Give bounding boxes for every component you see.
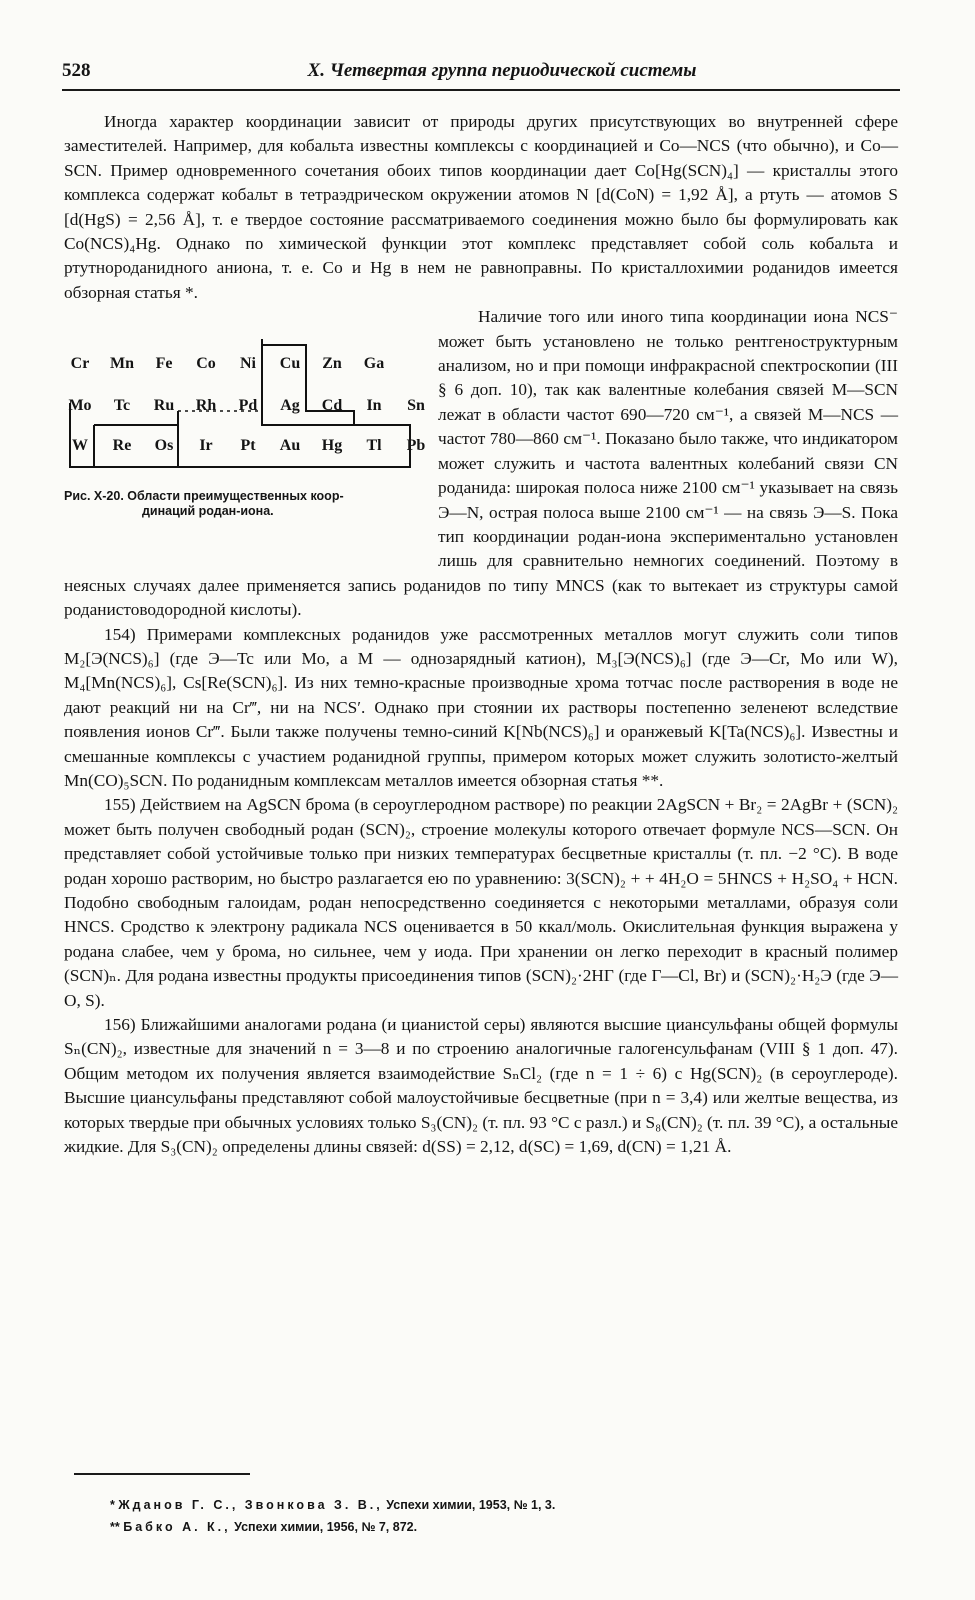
paragraph-156: 156) Ближайшими аналогами родана (и цианистой серы) являются высшие циансульфаны общей формулы Sₙ(CN)₂, известные для значений n = 3—8 и по строению аналогичные галогенсульфанам (VIII § 1 доп. 47). Общим методом их получения является взаимодействие SₙCl₂ (где n = 1 ÷ 6) с Hg(SCN)₂ (в сероуглероде). Высшие циансульфаны представляют собой малоустойчивые бесцветные (при n = 3,4) или желтые вещества, из которых твердые при обычных условиях только S₃(CN)₂ (т. пл. 93 °C с разл.) и S₈(CN)₂ (т. пл. 39 °C), а остальные жидкие. Для S₃(CN)₂ определены длины связей: d(SS) = 2,12, d(SC) = 1,69, d(CN) = 1,21 Å.: [64, 1015, 898, 1157]
element-mo: Mo: [68, 397, 92, 415]
element-sn: Sn: [407, 397, 425, 415]
element-au: Au: [279, 437, 301, 455]
figure-x20: [64, 313, 424, 565]
element-w: W: [72, 437, 88, 455]
footnote-1-source: Успехи химии, 1953, № 1, 3.: [386, 1498, 556, 1512]
caption-line-2: динаций родан-иона.: [142, 504, 274, 519]
page-body: [64, 110, 898, 1159]
element-ru: Ru: [153, 397, 175, 415]
caption-line-1: Рис. X-20. Области преимущественных коор-: [64, 489, 344, 504]
footnote-2: [110, 1516, 890, 1538]
page-header: [62, 60, 900, 86]
element-tc: Tc: [113, 397, 131, 415]
element-re: Re: [112, 437, 132, 455]
element-ni: Ni: [240, 355, 256, 373]
paragraph-155: 155) Действием на AgSCN брома (в сероуглеродном растворе) по реакции 2AgSCN + Br₂ = 2AgBr + (SCN)₂ может быть получен свободный родан (SCN)₂, строение молекулы которого отвечает формуле NCS—SCN. Он представляет собой устойчивые только при низких температурах бесцветные кристаллы (т. пл. −2 °C). В воде родан хорошо растворим, но быстро разлагается ею по уравнению: 3(SCN)₂ + + 4H₂O = 5HNCS + H₂SO₄ + HCN. Подобно свободным галоидам, родан непосредственно соединяется с некоторыми металлами, образуя соли HNCS. Сродство к электрону радикала NCS оценивается в 50 ккал/моль. Окислительная функция выражена у родана слабее, чем у брома, но сильнее, чем у иода. При хранении он легко переходит в красный полимер (SCN)ₙ. Для родана известны продукты присоединения типов (SCN)₂·2HГ (где Г—Cl, Br) и (SCN)₂·H₂Э (где Э—O, S).: [64, 795, 898, 1010]
footnote-2-mark: **: [110, 1520, 120, 1534]
element-os: Os: [154, 437, 174, 455]
element-mn: Mn: [110, 355, 134, 373]
element-ga: Ga: [363, 355, 385, 373]
element-pb: Pb: [406, 437, 426, 455]
footnotes: [110, 1494, 890, 1538]
paragraph-coordination-intro: Иногда характер координации зависит от природы других присутствующих во внутренней сфере заместителей. Например, для кобальта известны комплексы с координацией и Co—NCS (что обычно), и Co—SCN. Пример одновременного сочетания обоих типов координации дает Co[Hg(SCN)₄] — кристаллы этого комплекса содержат кобальт в тетраэдрическом окружении атомов N [d(CoN) = 1,92 Å], а ртуть — атомов S [d(HgS) = 2,56 Å], т. е твердое состояние рассматриваемого соединения можно было бы формулировать как Co(NCS)₄Hg. Однако по химической функции этот комплекс представляет собой соль кобальта и ртутнороданидного аниона, т. е. Co и Hg в нем не равноправны. По кристаллохимии роданидов имеется обзорная статья *.: [64, 112, 898, 302]
footnote-2-authors: Бабко А. К.,: [123, 1520, 231, 1534]
element-cu: Cu: [279, 355, 301, 373]
header-rule: [62, 89, 900, 91]
element-in: In: [366, 397, 382, 415]
element-tl: Tl: [366, 437, 382, 455]
element-fe: Fe: [155, 355, 173, 373]
footnote-1-authors: Жданов Г. С., Звонкова З. В.,: [118, 1498, 383, 1512]
element-zn: Zn: [322, 355, 342, 373]
element-co: Co: [196, 355, 216, 373]
paragraph-154: 154) Примерами комплексных роданидов уже рассмотренных металлов могут служить соли типов M₂[Э(NCS)₆] (где Э—Tc или Mo, а M — однозарядный катион), M₃[Э(NCS)₆] (где Э—Cr, Mo или W), M₄[Mn(NCS)₆], Cs[Re(SCN)₆]. Из них темно-красные производные хрома тотчас после растворения в воде не дают реакций ни на Cr‴, ни на NCS′. Однако при стоянии их растворы постепенно зеленеют вследствие появления ионов Cr‴. Были также получены темно-синий K[Nb(NCS)₆] и оранжевый K[Ta(NCS)₆]. Известны и смешанные комплексы с участием роданидной группы, примером которых может служить золотисто-желтый Mn(CO)₅SCN. По роданидным комплексам металлов имеется обзорная статья **.: [64, 624, 898, 790]
element-pd: Pd: [238, 397, 258, 415]
element-cr: Cr: [70, 355, 90, 373]
footnote-1: [110, 1494, 890, 1516]
footnote-rule: [74, 1473, 250, 1475]
element-ir: Ir: [199, 437, 213, 455]
running-title: X. Четвертая группа периодической системы: [307, 60, 697, 81]
footnote-2-source: Успехи химии, 1956, № 7, 872.: [234, 1520, 418, 1534]
element-pt: Pt: [240, 437, 256, 455]
page-number: 528: [62, 60, 91, 81]
footnote-1-mark: *: [110, 1498, 115, 1512]
element-rh: Rh: [195, 397, 217, 415]
periodic-table-fragment: [64, 339, 426, 469]
figure-caption: [64, 489, 424, 519]
element-ag: Ag: [280, 397, 300, 415]
paragraph-ir-spectroscopy: Наличие того или иного типа координации иона NCS⁻ может быть установлено не только рентгеноструктурным анализом, но и при помощи инфракрасной спектроскопии (III § 6 доп. 10), так как валентные колебания связей M—SCN лежат в области частот 690—720 см⁻¹, а связей M—NCS — частот 780—860 см⁻¹. Показано было также, что индикатором может служить и частота валентных колебаний связи CN роданида: широкая полоса ниже 2100 см⁻¹ указывает на связь Э—N, острая полоса выше 2100 см⁻¹ — на связь Э—S. Пока тип координации родан-иона экспериментально установлен лишь для сравнительно немногих соединений. Поэтому в неясных случаях далее применяется запись роданидов по типу MNCS (как то вытекает из структуры самой роданистоводородной кислоты).: [64, 307, 898, 620]
element-cd: Cd: [321, 397, 343, 415]
element-hg: Hg: [321, 437, 343, 455]
